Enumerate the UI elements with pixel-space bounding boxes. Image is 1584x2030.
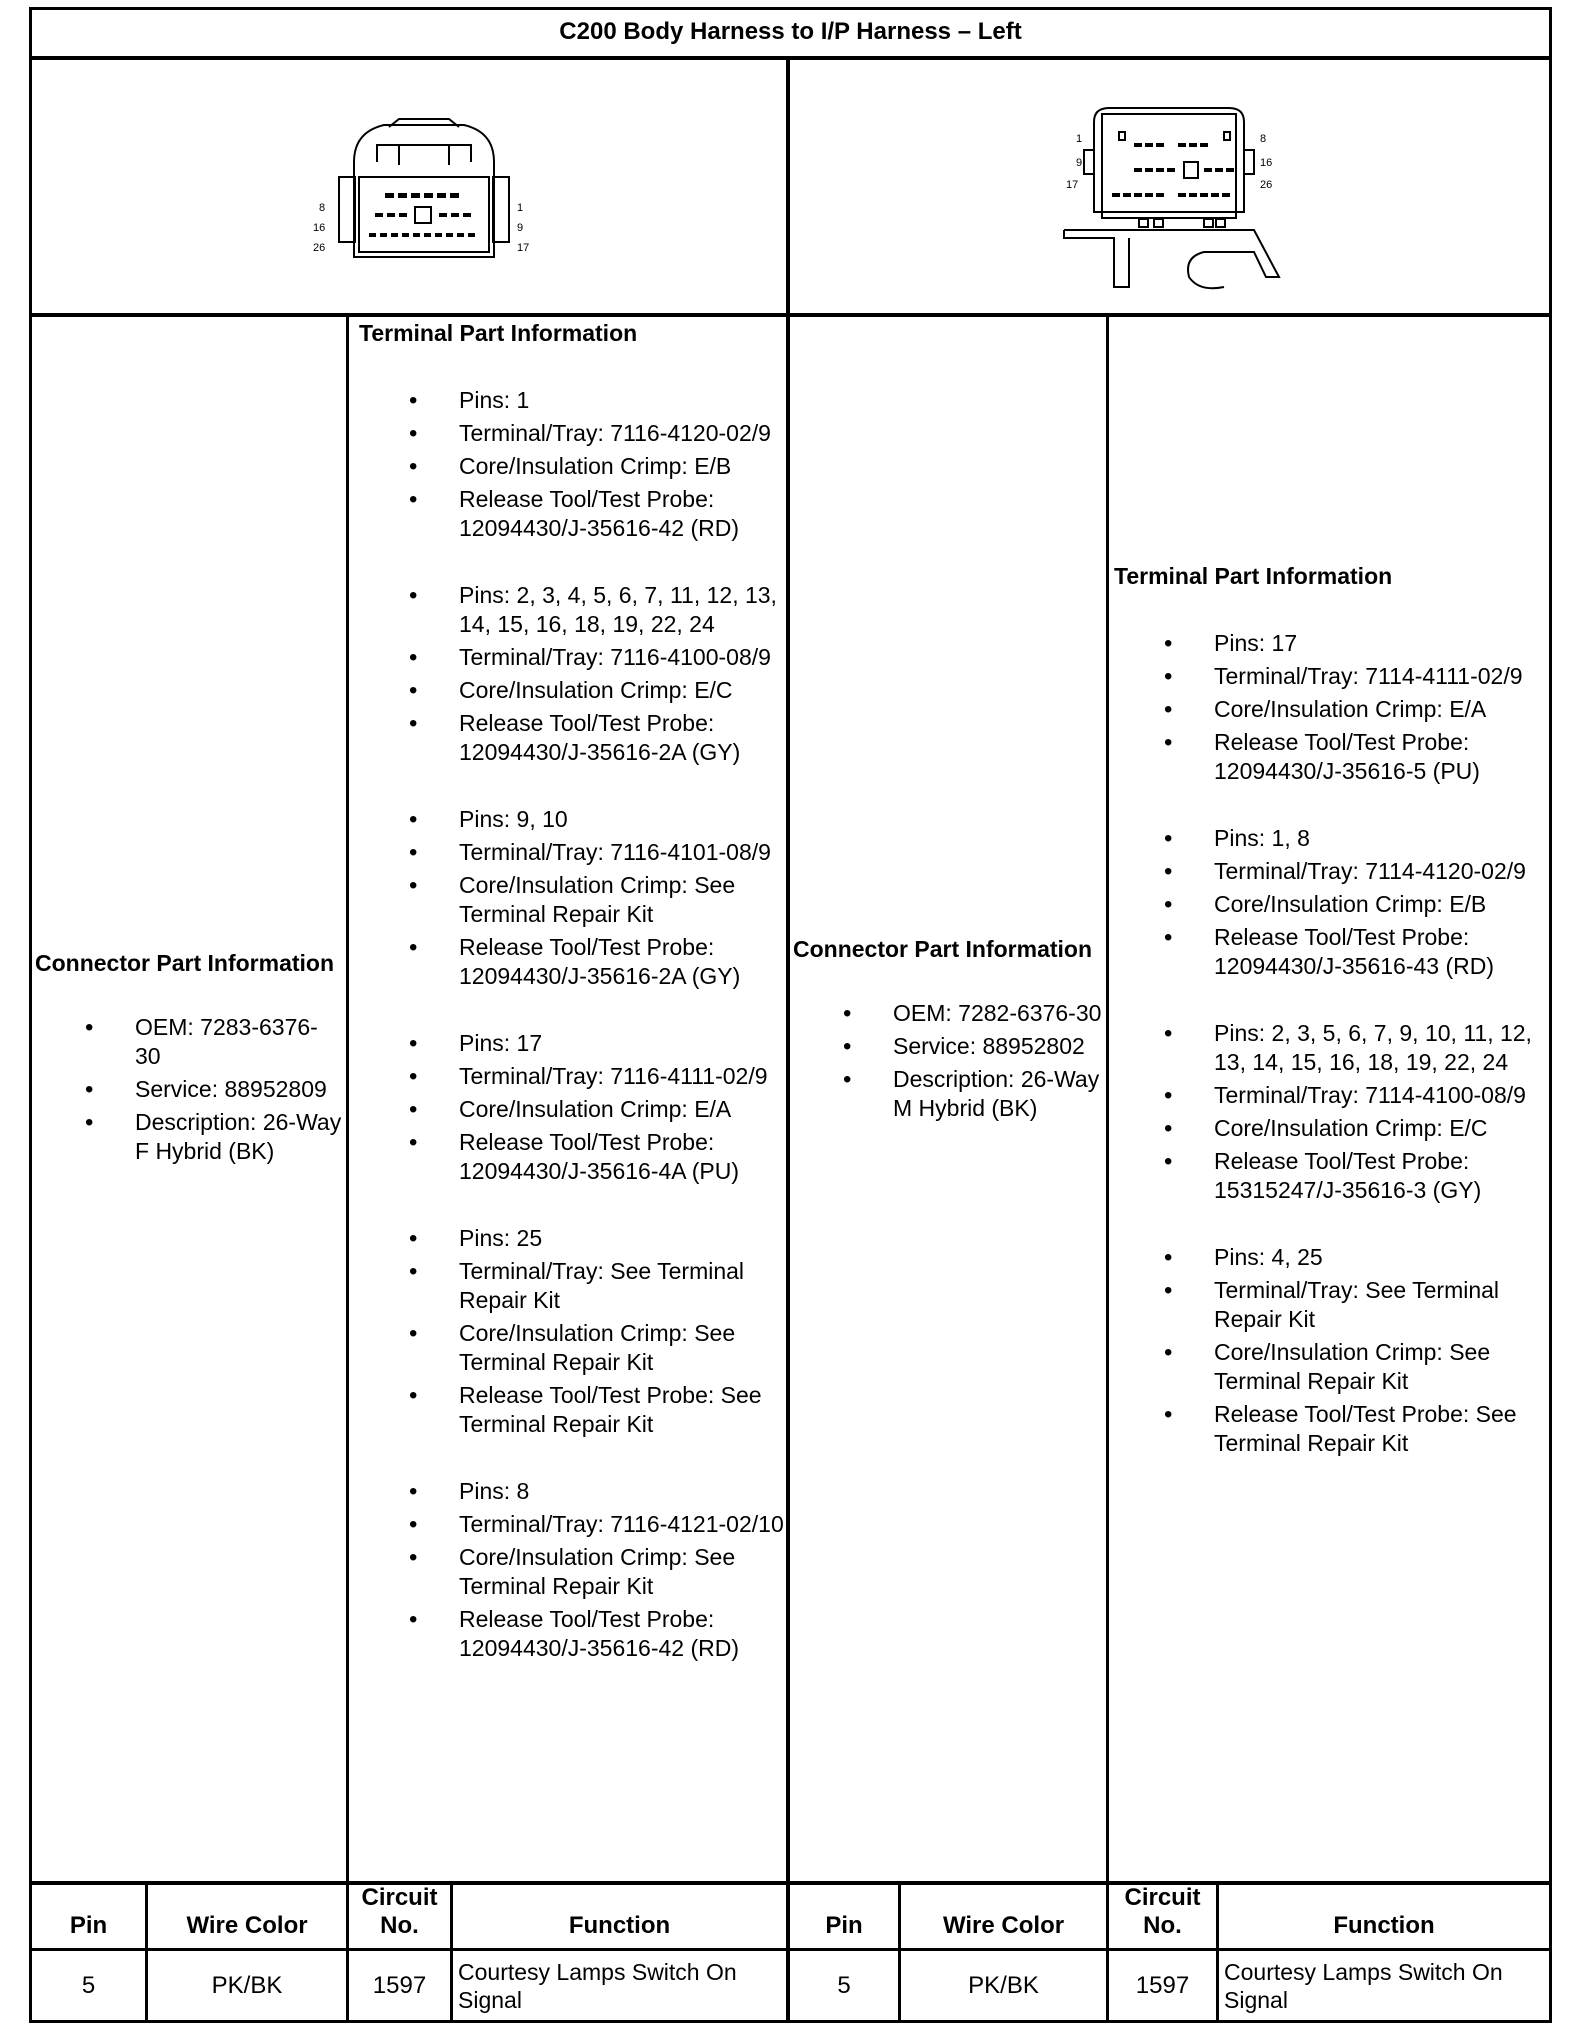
section-heading: Terminal Part Information <box>1114 563 1393 589</box>
list-item: • Release Tool/Test Probe: 12094430/J-35616-42 (RD) <box>359 485 784 543</box>
terminal-group <box>359 1224 784 1439</box>
list-item: • Description: 26-Way M Hybrid (BK) <box>793 1065 1103 1123</box>
table-cell-function: Courtesy Lamps Switch On Signal <box>1224 1958 1503 2013</box>
list-item: • Pins: 1 <box>359 386 784 415</box>
list-item: • Pins: 25 <box>359 1224 784 1253</box>
list-item: • Description: 26-Way F Hybrid (BK) <box>35 1108 343 1166</box>
left-connector-info <box>35 949 343 1170</box>
page-title: C200 Body Harness to I/P Harness – Left <box>559 18 1022 45</box>
left-connector-list <box>35 1013 343 1166</box>
list-item: • Release Tool/Test Probe: See Terminal Repair Kit <box>359 1381 784 1439</box>
right-terminal-info <box>1114 562 1546 1496</box>
section-heading: Terminal Part Information <box>359 320 638 346</box>
left-terminal-groups <box>359 386 784 1663</box>
list-item: • Core/Insulation Crimp: E/B <box>1114 890 1546 919</box>
left-col-divider <box>346 315 349 2022</box>
border-left <box>29 7 32 2023</box>
terminal-group <box>359 1029 784 1186</box>
terminal-group <box>1114 824 1546 981</box>
list-item: • Terminal/Tray: 7116-4111-02/9 <box>359 1062 784 1091</box>
section-heading: Connector Part Information <box>793 936 1093 962</box>
terminal-group <box>359 581 784 767</box>
table-cell-function: Courtesy Lamps Switch On Signal <box>458 1958 737 2013</box>
list-item: • Terminal/Tray: See Terminal Repair Kit <box>359 1257 784 1315</box>
connector-sheet <box>29 7 1552 2023</box>
list-item: • Core/Insulation Crimp: E/A <box>1114 695 1546 724</box>
list-item: • Pins: 4, 25 <box>1114 1243 1546 1272</box>
header-circuit-no: Circuit No. <box>1124 1884 1201 1939</box>
fig-pin-label: 1 <box>1076 133 1083 145</box>
table-cell-circuit: 1597 <box>372 1971 427 1999</box>
figure-divider <box>29 313 1552 317</box>
terminal-group <box>1114 1243 1546 1458</box>
list-item: • Release Tool/Test Probe: 12094430/J-35616-2A (GY) <box>359 933 784 991</box>
fig-pin-label: 1 <box>517 202 524 214</box>
list-item: • Service: 88952802 <box>793 1032 1103 1061</box>
fig-pin-label: 8 <box>1260 133 1267 145</box>
terminal-group <box>1114 1019 1546 1205</box>
fig-pin-label: 16 <box>313 222 326 234</box>
female-connector-figure <box>299 117 554 267</box>
fig-pin-label: 26 <box>1260 179 1273 191</box>
fig-pin-label: 8 <box>319 202 326 214</box>
list-item: • Core/Insulation Crimp: See Terminal Repair Kit <box>359 871 784 929</box>
table-cell-wire-color: PK/BK <box>968 1971 1039 1999</box>
border-bottom <box>29 2020 1552 2023</box>
header-function: Function <box>568 1912 671 1939</box>
table-cell-pin: 5 <box>837 1971 851 1999</box>
list-item: • Core/Insulation Crimp: E/C <box>359 676 784 705</box>
list-item: • Terminal/Tray: 7116-4120-02/9 <box>359 419 784 448</box>
list-item: • Pins: 17 <box>1114 629 1546 658</box>
list-item: • Core/Insulation Crimp: E/B <box>359 452 784 481</box>
right-terminal-groups <box>1114 629 1546 1458</box>
list-item: • Pins: 2, 3, 5, 6, 7, 9, 10, 11, 12, 13, 14, 15, 16, 18, 19, 22, 24 <box>1114 1019 1546 1077</box>
fig-pin-label: 9 <box>1076 157 1083 169</box>
list-item: • Terminal/Tray: 7116-4121-02/10 <box>359 1510 784 1539</box>
terminal-group <box>359 805 784 991</box>
left-terminal-info <box>359 319 784 1701</box>
fig-pin-label: 9 <box>517 222 524 234</box>
list-item: • Release Tool/Test Probe: 12094430/J-35616-4A (PU) <box>359 1128 784 1186</box>
list-item: • Pins: 9, 10 <box>359 805 784 834</box>
section-heading: Connector Part Information <box>35 950 335 976</box>
list-item: • Release Tool/Test Probe: 12094430/J-35616-42 (RD) <box>359 1605 784 1663</box>
list-item: • Pins: 8 <box>359 1477 784 1506</box>
header-circuit-no: Circuit No. <box>361 1884 438 1939</box>
list-item: • Release Tool/Test Probe: 12094430/J-35616-43 (RD) <box>1114 923 1546 981</box>
table-cell-pin: 5 <box>81 1971 96 1999</box>
fig-pin-label: 16 <box>1260 157 1273 169</box>
list-item: • Release Tool/Test Probe: 15315247/J-35616-3 (GY) <box>1114 1147 1546 1205</box>
header-wire-color: Wire Color <box>942 1912 1065 1939</box>
list-item: • Terminal/Tray: 7116-4101-08/9 <box>359 838 784 867</box>
header-wire-color: Wire Color <box>186 1912 308 1939</box>
list-item: • Pins: 2, 3, 4, 5, 6, 7, 11, 12, 13, 14, 15, 16, 18, 19, 22, 24 <box>359 581 784 639</box>
terminal-group <box>1114 629 1546 786</box>
list-item: • Core/Insulation Crimp: See Terminal Repair Kit <box>1114 1338 1546 1396</box>
header-pin: Pin <box>69 1912 108 1939</box>
list-item: • Core/Insulation Crimp: See Terminal Repair Kit <box>359 1543 784 1601</box>
header-function: Function <box>1333 1912 1435 1939</box>
terminal-group <box>359 386 784 543</box>
table-cell-wire-color: PK/BK <box>211 1971 283 1999</box>
border-right <box>1549 7 1552 2023</box>
list-item: • Release Tool/Test Probe: 12094430/J-35616-5 (PU) <box>1114 728 1546 786</box>
male-connector-figure <box>1054 102 1324 292</box>
list-item: • Pins: 17 <box>359 1029 784 1058</box>
header-pin: Pin <box>825 1912 863 1939</box>
title-divider <box>29 56 1552 60</box>
list-item: • Terminal/Tray: 7114-4111-02/9 <box>1114 662 1546 691</box>
fig-pin-label: 17 <box>517 242 530 254</box>
list-item: • Core/Insulation Crimp: E/A <box>359 1095 784 1124</box>
right-col-divider <box>1106 315 1109 2022</box>
list-item: • Core/Insulation Crimp: E/C <box>1114 1114 1546 1143</box>
list-item: • Release Tool/Test Probe: 12094430/J-35616-2A (GY) <box>359 709 784 767</box>
list-item: • Core/Insulation Crimp: See Terminal Repair Kit <box>359 1319 784 1377</box>
list-item: • OEM: 7283-6376-30 <box>35 1013 343 1071</box>
list-item: • Service: 88952809 <box>35 1075 343 1104</box>
right-connector-list <box>793 999 1103 1123</box>
right-connector-info <box>793 935 1103 1127</box>
terminal-group <box>359 1477 784 1663</box>
table-cell-circuit: 1597 <box>1135 1971 1190 1999</box>
fig-pin-label: 17 <box>1066 179 1079 191</box>
list-item: • OEM: 7282-6376-30 <box>793 999 1103 1028</box>
fig-pin-label: 26 <box>313 242 326 254</box>
list-item: • Terminal/Tray: 7116-4100-08/9 <box>359 643 784 672</box>
list-item: • Terminal/Tray: 7114-4120-02/9 <box>1114 857 1546 886</box>
list-item: • Terminal/Tray: See Terminal Repair Kit <box>1114 1276 1546 1334</box>
list-item: • Pins: 1, 8 <box>1114 824 1546 853</box>
list-item: • Release Tool/Test Probe: See Terminal Repair Kit <box>1114 1400 1546 1458</box>
list-item: • Terminal/Tray: 7114-4100-08/9 <box>1114 1081 1546 1110</box>
center-divider <box>786 57 790 2022</box>
